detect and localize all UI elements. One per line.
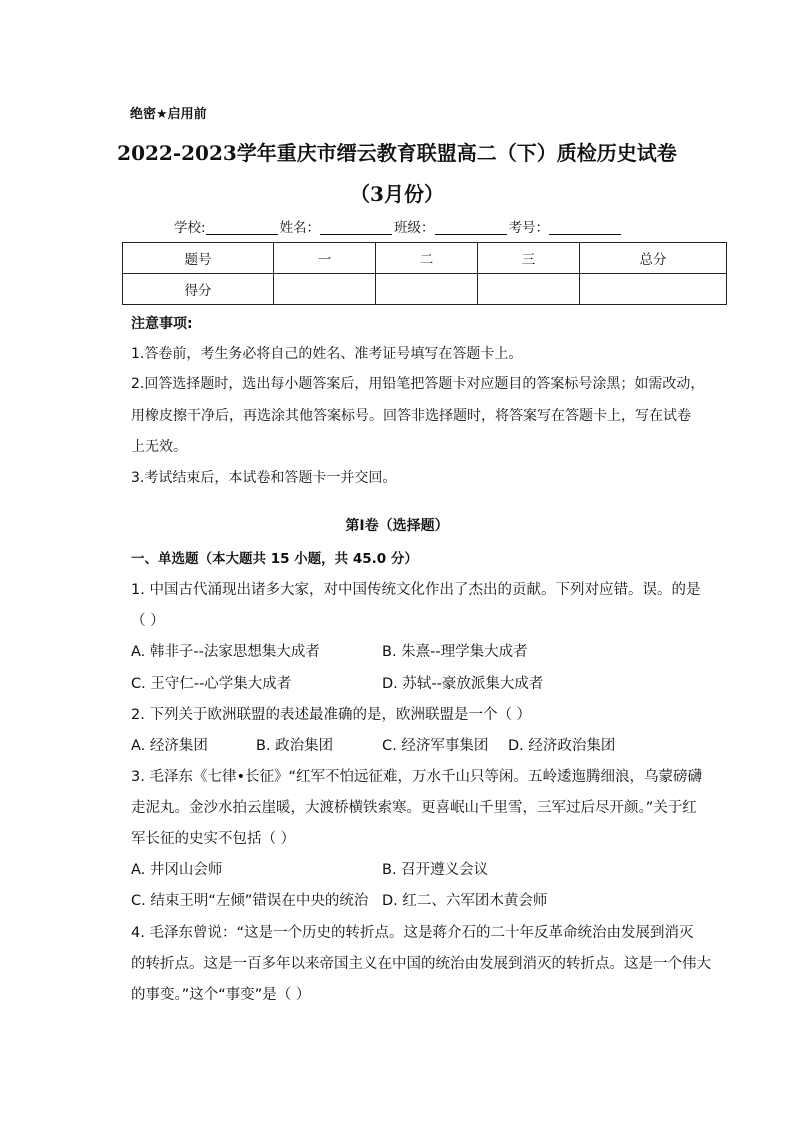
score-cell[interactable]: [274, 274, 376, 305]
option-d: D. 经济政治集团: [508, 738, 616, 754]
school-blank[interactable]: [206, 220, 278, 235]
exam-title-month: （3月份）: [350, 182, 444, 206]
question-stem: 的事变。”这个“事变”是（ ）: [131, 987, 311, 1003]
question-stem: 3. 毛泽东《七律•长征》“红军不怕远征难，万水千山只等闲。五岭逶迤腾细浪，乌蒙磅礴: [131, 769, 703, 785]
table-cell: 三: [478, 243, 580, 274]
option-c: C. 经济军事集团: [382, 738, 489, 754]
exam-no-label: 考号：: [508, 220, 550, 236]
notice-item: 3.考试结束后，本试卷和答题卡一并交回。: [131, 470, 397, 486]
table-cell: 总分: [580, 243, 727, 274]
part-heading: 一、单选题（本大题共 15 小题，共 45.0 分）: [131, 551, 418, 567]
exam-title: 2022-2023学年重庆市缙云教育联盟高二（下）质检历史试卷: [117, 141, 677, 165]
option-b: B. 朱熹--理学集大成者: [382, 644, 528, 660]
table-row: [123, 243, 727, 274]
score-cell[interactable]: [478, 274, 580, 305]
option-b: B. 召开遵义会议: [382, 862, 489, 878]
option-c: C. 结束王明“左倾”错误在中央的统治: [131, 893, 369, 909]
option-a: A. 经济集团: [131, 738, 208, 754]
option-a: A. 韩非子--法家思想集大成者: [131, 644, 320, 660]
volume-heading: 第Ⅰ卷（选择题）: [345, 518, 449, 534]
student-info-line: [174, 216, 623, 236]
question-stem: 的转折点。这是一百多年以来帝国主义在中国的统治由发展到消灭的转折点。这是一个伟大: [131, 956, 711, 972]
question-stem: 2. 下列关于欧洲联盟的表述最准确的是，欧洲联盟是一个（ ）: [131, 707, 532, 723]
exam-no-blank[interactable]: [549, 220, 621, 235]
question-stem: 1. 中国古代涌现出诸多大家，对中国传统文化作出了杰出的贡献。下列对应错。误。的是: [131, 582, 701, 598]
name-blank[interactable]: [320, 220, 392, 235]
notice-item: 用橡皮擦干净后，再选涂其他答案标号。回答非选择题时，将答案写在答题卡上，写在试卷: [131, 408, 691, 424]
question-stem: 走泥丸。金沙水拍云崖暖，大渡桥横铁索寒。更喜岷山千里雪，三军过后尽开颜。”关于红: [131, 800, 697, 816]
table-row: [123, 274, 727, 305]
question-stem: 军长征的史实不包括（ ）: [131, 831, 296, 847]
score-cell[interactable]: [580, 274, 727, 305]
table-cell: 一: [274, 243, 376, 274]
notice-heading: 注意事项:: [131, 316, 193, 332]
class-blank[interactable]: [435, 220, 507, 235]
question-stem: （ ）: [131, 613, 165, 629]
school-label: 学校:: [174, 220, 206, 236]
score-table: [122, 242, 727, 305]
option-d: D. 苏轼--豪放派集大成者: [382, 676, 544, 692]
notice-item: 1.答卷前，考生务必将自己的姓名、准考证号填写在答题卡上。: [131, 346, 523, 362]
table-cell: 得分: [123, 274, 274, 305]
option-b: B. 政治集团: [256, 738, 334, 754]
option-c: C. 王守仁--心学集大成者: [131, 676, 292, 692]
notice-item: 2.回答选择题时，选出每小题答案后，用铅笔把答题卡对应题目的答案标号涂黑；如需改动，: [131, 376, 705, 392]
option-d: D. 红二、六军团木黄会师: [382, 893, 548, 909]
secret-mark: 绝密★启用前: [130, 107, 207, 122]
option-a: A. 井冈山会师: [131, 862, 223, 878]
name-label: 姓名：: [279, 220, 321, 236]
table-cell: 题号: [123, 243, 274, 274]
table-cell: 二: [376, 243, 478, 274]
question-stem: 4. 毛泽东曾说：“这是一个历史的转折点。这是蒋介石的二十年反革命统治由发展到消灭: [131, 925, 694, 941]
notice-item: 上无效。: [131, 439, 187, 455]
class-label: 班级：: [394, 220, 435, 236]
score-cell[interactable]: [376, 274, 478, 305]
